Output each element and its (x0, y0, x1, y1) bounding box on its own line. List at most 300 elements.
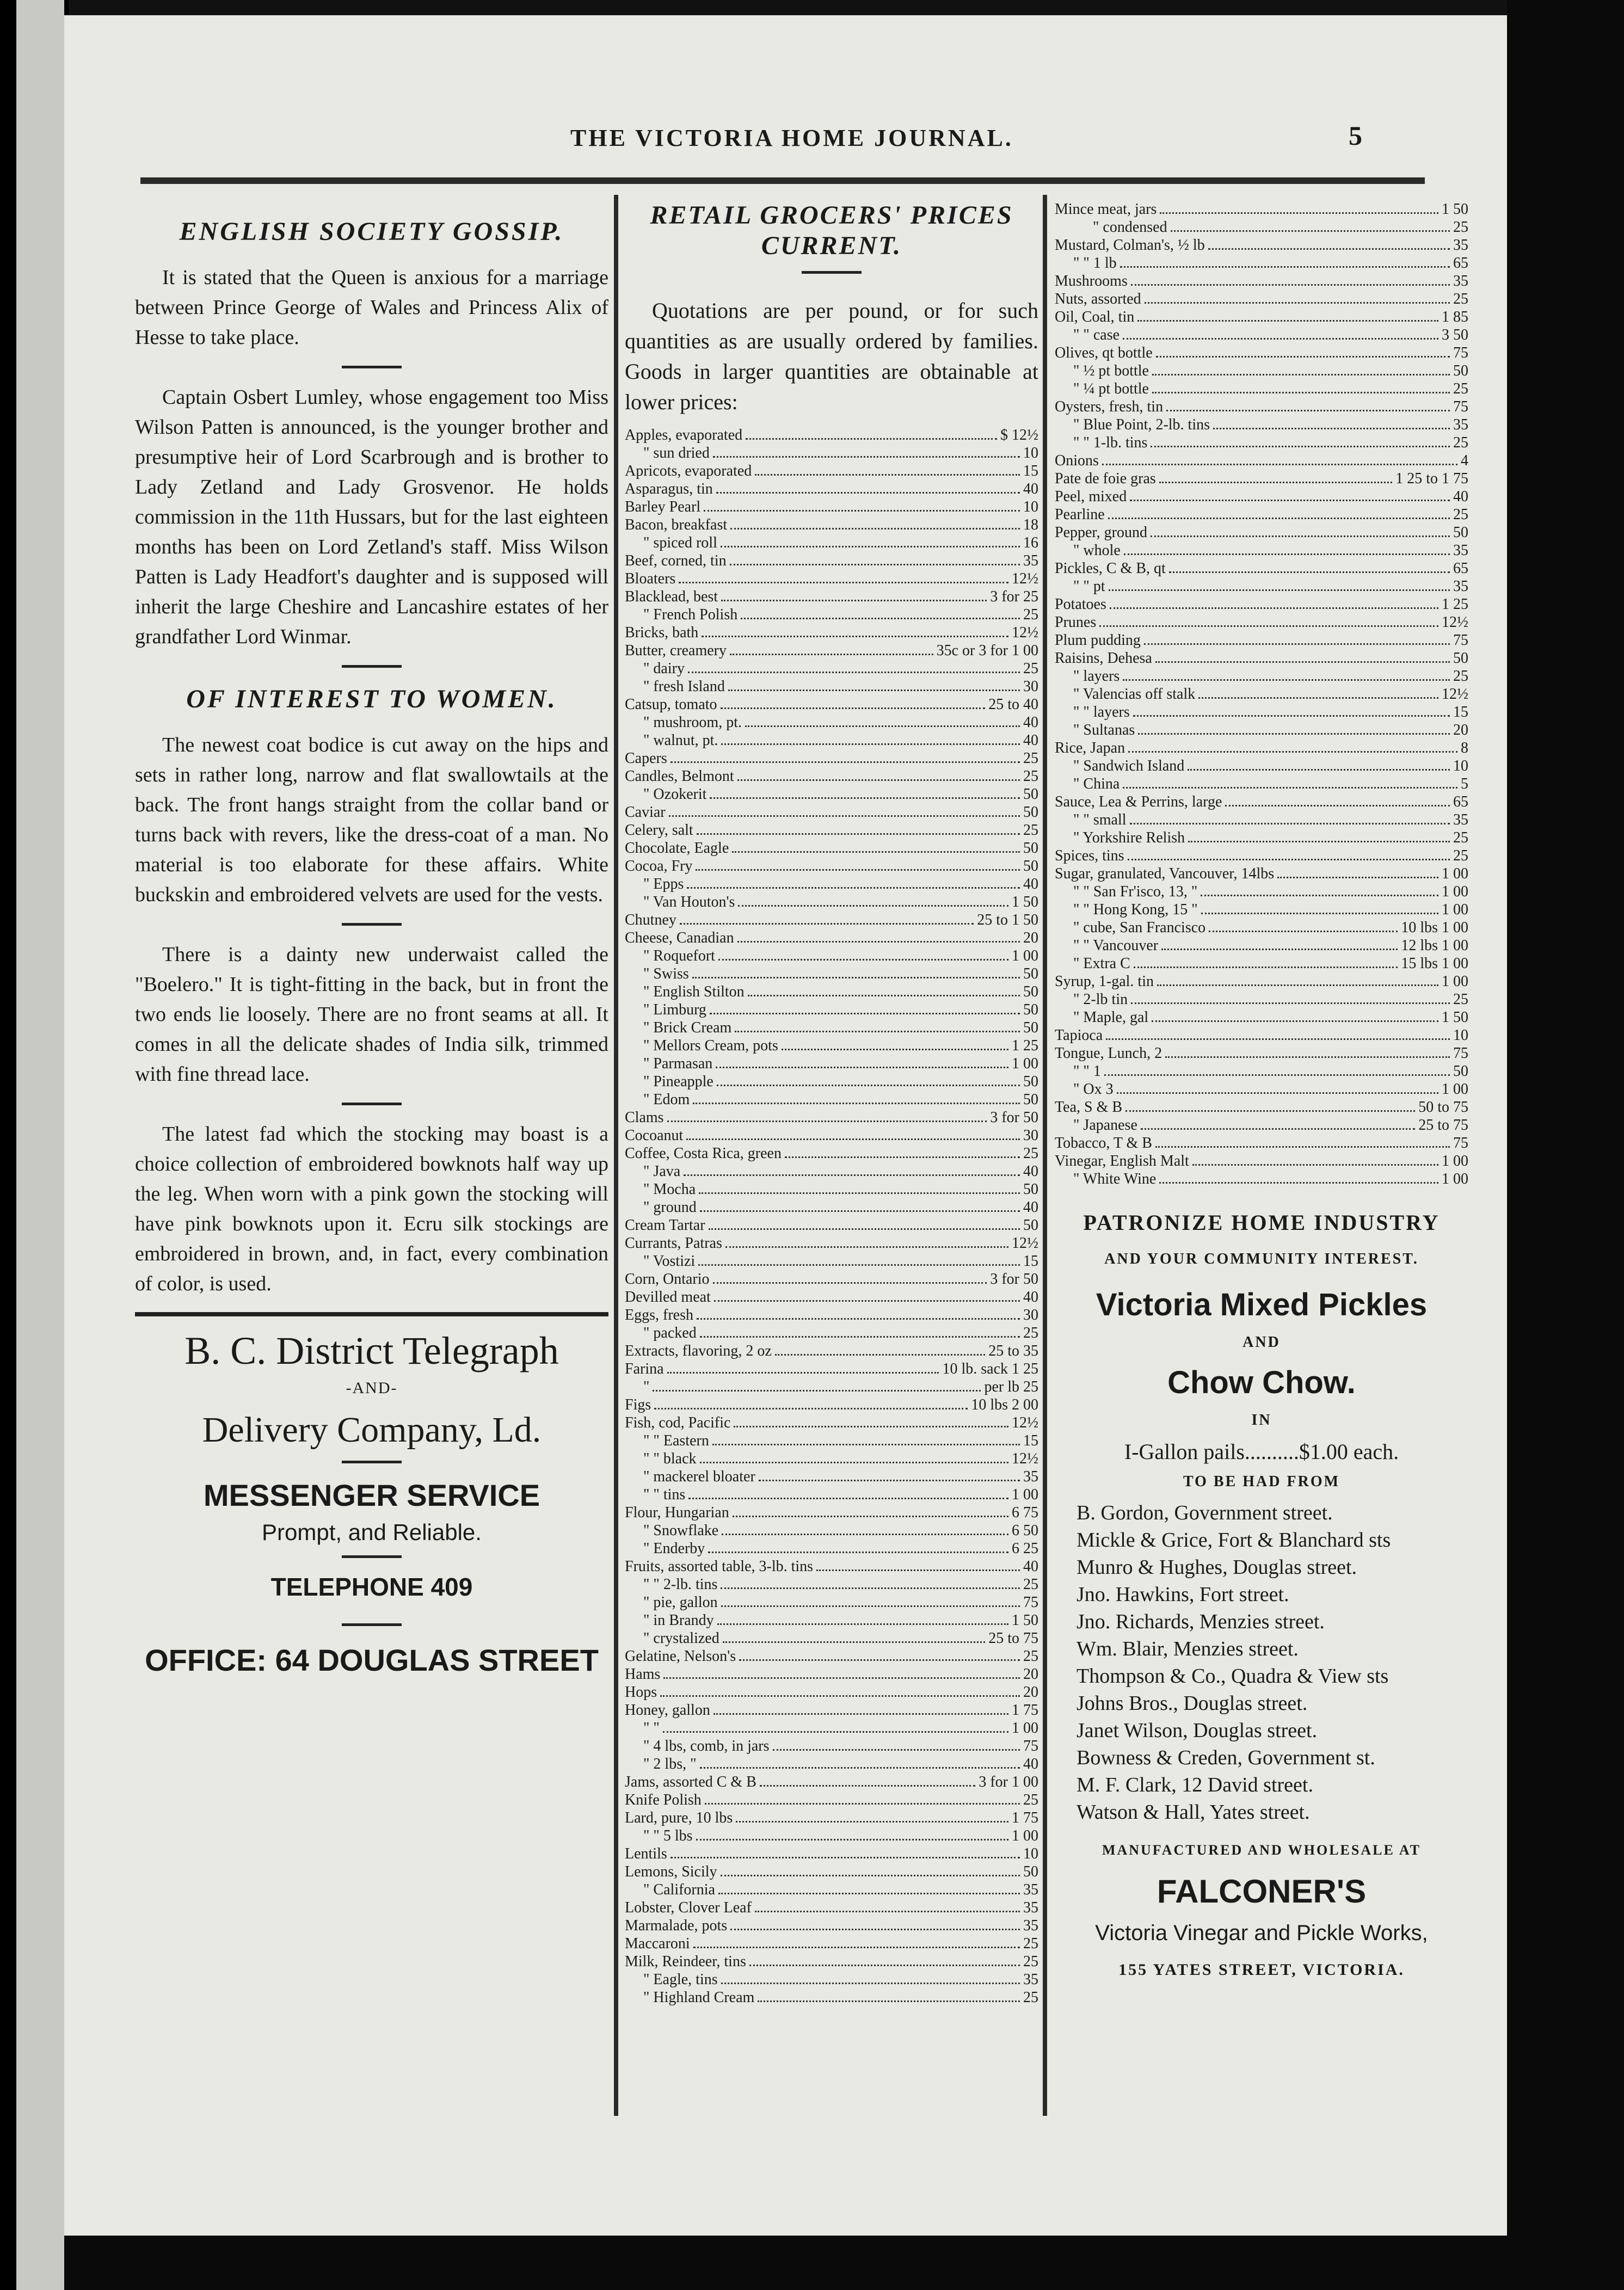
item-price: 35c or 3 for 1 00 (936, 642, 1038, 659)
item-name: Syrup, 1-gal. tin (1055, 973, 1154, 990)
item-price: 35 (1453, 578, 1468, 595)
item-name: Vinegar, English Malt (1055, 1153, 1189, 1169)
dot-leader (785, 1156, 1020, 1158)
item-price: 25 (1453, 829, 1468, 846)
item-price: 25 (1023, 1145, 1038, 1162)
price-row (625, 1558, 1038, 1575)
price-row (625, 642, 1038, 660)
dot-leader (1130, 823, 1450, 824)
item-name: Lard, pure, 10 lbs (625, 1809, 733, 1826)
item-name: Tapioca (1055, 1027, 1103, 1044)
price-row (1055, 398, 1468, 416)
item-price: 75 (1453, 1045, 1468, 1062)
price-row (1055, 254, 1468, 272)
item-price: 1 00 (1442, 865, 1468, 882)
dot-leader (1152, 374, 1450, 375)
item-name: " " 1 (1073, 1063, 1101, 1080)
price-row (1055, 524, 1468, 541)
item-price: 1 75 (1012, 1809, 1038, 1826)
item-name: Chocolate, Eagle (625, 840, 729, 857)
dot-leader (713, 1282, 987, 1284)
item-price: 10 (1023, 445, 1038, 461)
item-name: Extracts, flavoring, 2 oz (625, 1343, 772, 1359)
dealer-entry: M. F. Clark, 12 David street. (1076, 1774, 1313, 1796)
price-row (625, 1306, 1038, 1324)
price-row (625, 1019, 1038, 1037)
price-row (625, 1216, 1038, 1234)
dot-leader (1198, 697, 1438, 699)
item-price: 25 (1023, 1953, 1038, 1970)
price-row (1055, 721, 1468, 739)
dot-leader (1188, 769, 1450, 771)
dot-leader (1208, 248, 1450, 250)
dot-leader (721, 600, 987, 601)
item-price: 25 (1453, 380, 1468, 397)
item-price: 35 (1453, 542, 1468, 559)
price-row (625, 1378, 1038, 1396)
item-price: 1 00 (1442, 901, 1468, 918)
item-name: Raisins, Dehesa (1055, 650, 1152, 667)
item-price: 1 50 (1442, 201, 1468, 218)
item-price: 1 75 (1012, 1702, 1038, 1719)
item-name: Potatoes (1055, 596, 1106, 613)
telephone-number: TELEPHONE 409 (270, 1573, 473, 1601)
dot-leader (697, 1318, 1020, 1320)
item-name: " Pineapple (643, 1073, 713, 1090)
item-price: 35 (1453, 273, 1468, 290)
price-row (625, 767, 1038, 785)
item-name: Apples, evaporated (625, 427, 743, 444)
price-row (625, 1683, 1038, 1701)
price-row (625, 426, 1038, 444)
dot-leader (1277, 877, 1438, 878)
item-price: 1 00 (1012, 1827, 1038, 1844)
item-price: 1 00 (1012, 1486, 1038, 1503)
item-name: " Limburg (643, 1001, 706, 1018)
dot-leader (732, 851, 1020, 853)
dot-leader (749, 1965, 1020, 1966)
separator (342, 923, 402, 926)
item-price: 16 (1023, 534, 1038, 551)
price-row (625, 749, 1038, 767)
item-price: 40 (1023, 1756, 1038, 1772)
item-name: Maccaroni (625, 1935, 690, 1952)
item-name: Pearline (1055, 506, 1105, 523)
separator (342, 1555, 402, 1558)
item-name: " " 1-lb. tins (1073, 434, 1148, 451)
item-name: Asparagus, tin (625, 481, 713, 497)
item-name: " (643, 1378, 650, 1395)
item-name: " French Polish (643, 606, 738, 623)
price-row (1055, 685, 1468, 703)
dot-leader (687, 887, 1020, 889)
price-row (1055, 1116, 1468, 1134)
column-right (1055, 200, 1468, 1979)
price-row (1055, 829, 1468, 847)
item-price: 25 (1023, 822, 1038, 839)
price-row (625, 1324, 1038, 1342)
dot-leader (693, 1103, 1020, 1104)
item-price: 3 for 25 (990, 588, 1038, 605)
item-name: Honey, gallon (625, 1702, 710, 1719)
item-name: Mushrooms (1055, 273, 1128, 290)
price-row (1055, 506, 1468, 524)
item-name: " Sultanas (1073, 722, 1135, 738)
item-name: " Ozokerit (643, 786, 707, 803)
item-name: Eggs, fresh (625, 1307, 693, 1323)
item-name: Jams, assorted C & B (625, 1774, 756, 1790)
item-price: 25 to 75 (988, 1630, 1038, 1647)
item-name: " " tins (643, 1486, 686, 1503)
women-paragraph: There is a dainty new underwaist called the "Boelero." It is tight-fitting in the back, but in front the two ends lie loosely. There are no front seams at all. It comes in all the delicate shades of India silk, trimmed with fine thread lace. (135, 943, 608, 1086)
dot-leader (1155, 1146, 1450, 1148)
item-name: Bricks, bath (625, 624, 699, 641)
price-row (625, 1773, 1038, 1791)
price-row (625, 1198, 1038, 1216)
price-row (625, 1953, 1038, 1971)
ad-rule (135, 1312, 608, 1316)
dot-leader (718, 959, 1008, 961)
dot-leader (717, 1085, 1020, 1086)
price-row (1055, 1080, 1468, 1098)
item-price: 30 (1023, 1127, 1038, 1144)
item-name: Fruits, assorted table, 3-lb. tins (625, 1558, 814, 1575)
price-row (1055, 470, 1468, 488)
price-row (625, 1863, 1038, 1881)
price-row (625, 1935, 1038, 1953)
item-price: 30 (1023, 1307, 1038, 1323)
dealer-entry: Jno. Richards, Menzies street. (1076, 1610, 1325, 1633)
price-row (1055, 667, 1468, 685)
item-price: 65 (1453, 255, 1468, 272)
price-row (625, 534, 1038, 552)
dot-leader (679, 582, 1008, 583)
price-row (625, 1288, 1038, 1306)
dot-leader (716, 1067, 1008, 1068)
dot-leader (717, 1623, 1008, 1625)
item-price: 50 (1023, 786, 1038, 803)
dot-leader (653, 1390, 981, 1392)
price-row (625, 1270, 1038, 1288)
price-row (625, 570, 1038, 588)
price-row (625, 1109, 1038, 1126)
item-price: 50 (1023, 1091, 1038, 1108)
dot-leader (700, 1210, 1020, 1212)
item-name: Hams (625, 1666, 661, 1683)
dot-leader (699, 1192, 1020, 1194)
item-price: 15 (1023, 1432, 1038, 1449)
item-price: 35 (1453, 416, 1468, 433)
price-row (625, 1360, 1038, 1378)
item-price: 25 (1023, 1325, 1038, 1341)
price-row (625, 1701, 1038, 1719)
item-name: Cheese, Canadian (625, 929, 734, 946)
dot-leader (700, 1462, 1009, 1463)
price-row (625, 1611, 1038, 1629)
item-price: 25 (1023, 750, 1038, 767)
price-row (625, 875, 1038, 893)
item-price: 10 (1453, 758, 1468, 774)
price-row (625, 857, 1038, 875)
price-row (625, 1037, 1038, 1055)
dot-leader (1159, 1182, 1438, 1184)
price-row (1055, 362, 1468, 380)
price-row (1055, 1062, 1468, 1080)
item-name: " Blue Point, 2-lb. tins (1073, 416, 1210, 433)
dot-leader (1157, 984, 1438, 986)
dealer-entry: B. Gordon, Government street. (1076, 1501, 1333, 1524)
item-price: 1 00 (1012, 947, 1038, 964)
item-name: " " black (643, 1450, 697, 1467)
item-name: " fresh Island (643, 678, 725, 695)
prices-intro: Quotations are per pound, or for such quantities as are usually ordered by families. Goods in larger quantities are obtainable at lower prices: (625, 298, 1038, 414)
item-name: Cream Tartar (625, 1217, 705, 1234)
item-name: Mustard, Colman's, ½ lb (1055, 237, 1205, 254)
item-name: " mackerel bloater (643, 1468, 755, 1485)
item-price: 25 (1023, 606, 1038, 623)
price-row (1055, 344, 1468, 362)
dot-leader (1137, 320, 1438, 322)
item-price: 30 (1023, 678, 1038, 695)
price-row (625, 1647, 1038, 1665)
item-name: " cube, San Francisco (1073, 919, 1206, 936)
item-name: Tea, S & B (1055, 1099, 1123, 1116)
item-name: " " case (1073, 327, 1120, 343)
item-price: 18 (1023, 516, 1038, 533)
dot-leader (1192, 1164, 1438, 1166)
price-row (625, 1234, 1038, 1252)
price-row (1055, 559, 1468, 577)
item-name: Apricots, evaporated (625, 463, 752, 479)
prompt-reliable: Prompt, and Reliable. (262, 1519, 482, 1545)
dot-leader (759, 1480, 1020, 1481)
telegraph-ad-and: -AND- (346, 1379, 398, 1397)
item-price: 35 (1023, 1468, 1038, 1485)
dot-leader (684, 1174, 1020, 1176)
item-name: " Highland Cream (643, 1989, 755, 2006)
price-row (625, 803, 1038, 821)
item-price: 3 for 1 00 (979, 1774, 1038, 1790)
price-row (1055, 1044, 1468, 1062)
dot-leader (1123, 787, 1457, 789)
item-price: 50 (1453, 650, 1468, 667)
dealer-entry: Mickle & Grice, Fort & Blanchard sts (1076, 1529, 1391, 1552)
item-price: 35 (1023, 552, 1038, 569)
dot-leader (1155, 661, 1450, 663)
dot-leader (1128, 859, 1450, 860)
item-name: Oysters, fresh, tin (1055, 398, 1164, 415)
column-rule-1 (614, 195, 618, 2116)
item-name: " " pt (1073, 578, 1105, 595)
dot-leader (708, 1552, 1008, 1553)
price-row (625, 1144, 1038, 1162)
dot-leader (1201, 895, 1438, 896)
item-price: 50 to 75 (1418, 1099, 1468, 1116)
item-price: 1 25 (1442, 596, 1468, 613)
item-name: Catsup, tomato (625, 696, 717, 713)
pickles-and: AND (1242, 1334, 1281, 1351)
dot-leader (669, 815, 1020, 817)
dot-leader (721, 546, 1020, 547)
item-price: 50 (1023, 840, 1038, 857)
price-row (625, 983, 1038, 1001)
item-name: " Edom (643, 1091, 690, 1108)
item-name: Chutney (625, 912, 676, 928)
price-row (1055, 811, 1468, 829)
running-head (64, 120, 1507, 157)
item-name: " Parmasan (643, 1055, 713, 1072)
item-name: Clams (625, 1109, 664, 1126)
item-price: 50 (1023, 804, 1038, 821)
item-price: 50 (1023, 1181, 1038, 1198)
item-name: " Enderby (643, 1540, 705, 1557)
dot-leader (760, 1785, 975, 1787)
separator (342, 1103, 402, 1105)
item-price: 35 (1453, 237, 1468, 254)
price-row (1055, 775, 1468, 793)
item-price: 10 lbs 1 00 (1401, 919, 1468, 936)
item-price: 50 (1023, 1001, 1038, 1018)
dot-leader (721, 1605, 1020, 1607)
prices-heading: RETAIL GROCERS' PRICES (650, 201, 1013, 230)
price-row (625, 1055, 1038, 1073)
price-row (1055, 1152, 1468, 1170)
journal-title: THE VICTORIA HOME JOURNAL. (570, 125, 1013, 151)
item-price: 25 (1453, 434, 1468, 451)
item-price: 50 (1453, 362, 1468, 379)
item-price: 25 (1023, 1792, 1038, 1808)
item-price: 25 (1023, 768, 1038, 785)
dot-leader (1110, 607, 1438, 609)
item-name: Pickles, C & B, qt (1055, 560, 1166, 577)
price-row (625, 480, 1038, 498)
dot-leader (1109, 589, 1450, 591)
dot-leader (721, 1875, 1020, 1876)
item-price: 12½ (1012, 570, 1038, 587)
item-name: " " 1 lb (1073, 255, 1117, 272)
manufactured-line: MANUFACTURED AND WHOLESALE AT (1102, 1842, 1422, 1858)
item-price: $ 12½ (1000, 427, 1038, 444)
item-price: 40 (1023, 481, 1038, 497)
item-name: " packed (643, 1325, 697, 1341)
item-price: 25 (1023, 1576, 1038, 1593)
dot-leader (660, 1695, 1020, 1697)
item-name: " ½ pt bottle (1073, 362, 1149, 379)
dot-leader (737, 941, 1020, 943)
price-row (1055, 972, 1468, 990)
item-name: " dairy (643, 660, 685, 677)
dot-leader (713, 1713, 1008, 1715)
item-name: Spices, tins (1055, 847, 1124, 864)
item-name: " ground (643, 1199, 697, 1216)
price-row (625, 839, 1038, 857)
left-page-edge (0, 0, 69, 2290)
bottom-edge (64, 2236, 1507, 2290)
item-price: 25 (1453, 291, 1468, 307)
dot-leader (667, 1121, 987, 1122)
price-row (625, 1414, 1038, 1432)
pickles-in: IN (1251, 1412, 1272, 1429)
item-name: Rice, Japan (1055, 740, 1125, 756)
dot-leader (654, 1408, 968, 1409)
dot-leader (1124, 553, 1450, 555)
separator (802, 271, 862, 274)
item-name: Lentils (625, 1845, 667, 1862)
dot-leader (686, 1138, 1020, 1140)
price-row (625, 893, 1038, 911)
dealer-list (1055, 1499, 1468, 1826)
item-price: 1 00 (1012, 1720, 1038, 1737)
dot-leader (1128, 751, 1457, 753)
item-price: 20 (1023, 1666, 1038, 1683)
dot-leader (712, 1444, 1020, 1445)
price-row (1055, 793, 1468, 811)
chow-chow-title: Chow Chow. (1167, 1365, 1356, 1400)
item-name: Figs (625, 1396, 651, 1413)
price-row (625, 1468, 1038, 1486)
price-row (1055, 883, 1468, 901)
dot-leader (702, 636, 1008, 637)
item-name: Olives, qt bottle (1055, 344, 1153, 361)
item-price: 20 (1023, 1684, 1038, 1701)
dot-leader (1171, 230, 1450, 232)
item-price: 35 (1023, 1899, 1038, 1916)
item-price: 40 (1023, 1558, 1038, 1575)
price-row (625, 1737, 1038, 1755)
messenger-service: MESSENGER SERVICE (203, 1478, 540, 1512)
dot-leader (1099, 625, 1438, 627)
item-price: 50 (1023, 1217, 1038, 1234)
dot-leader (1131, 284, 1450, 286)
price-row (1055, 631, 1468, 649)
price-row (1055, 865, 1468, 883)
dot-leader (721, 1587, 1020, 1589)
price-row (625, 1504, 1038, 1522)
gossip-heading: ENGLISH SOCIETY GOSSIP. (179, 217, 564, 246)
item-name: Sugar, granulated, Vancouver, 14lbs (1055, 865, 1275, 882)
dot-leader (663, 1677, 1020, 1679)
office-address: OFFICE: 64 DOUGLAS STREET (145, 1643, 599, 1677)
separator (342, 665, 402, 668)
dot-leader (782, 1049, 1008, 1050)
women-paragraph: The newest coat bodice is cut away on the hips and sets in rather long, narrow and flat swallowtails at the back. The front hangs straight from the collar band or turns back with revers, like the dress-coat of a man. No material is too elaborate for these affairs. White buckskin and embroidered velvets are used for the vests. (135, 734, 608, 906)
item-price: 35 (1023, 1917, 1038, 1934)
item-name: " spiced roll (643, 534, 717, 551)
item-name: " California (643, 1881, 715, 1898)
item-price: 15 (1453, 704, 1468, 721)
dot-leader (1120, 266, 1450, 268)
price-row (1055, 901, 1468, 919)
dot-leader (710, 797, 1020, 799)
item-price: 1 00 (1442, 1171, 1468, 1187)
dot-leader (1141, 1128, 1415, 1130)
dot-leader (730, 1929, 1020, 1930)
item-name: " " (643, 1720, 660, 1737)
item-name: " " small (1073, 811, 1127, 828)
column-rule-2 (1043, 195, 1047, 2116)
item-name: Hops (625, 1684, 657, 1701)
telegraph-ad-title: B. C. District Telegraph (184, 1329, 559, 1372)
dot-leader (739, 1659, 1020, 1661)
item-name: Plum pudding (1055, 632, 1141, 649)
price-row (1055, 308, 1468, 326)
dot-leader (718, 1893, 1020, 1894)
item-price: 50 (1023, 1863, 1038, 1880)
price-row (625, 1396, 1038, 1414)
item-price: 3 for 50 (990, 1271, 1038, 1288)
item-price: 3 50 (1442, 327, 1468, 343)
item-price: 1 00 (1442, 1153, 1468, 1169)
